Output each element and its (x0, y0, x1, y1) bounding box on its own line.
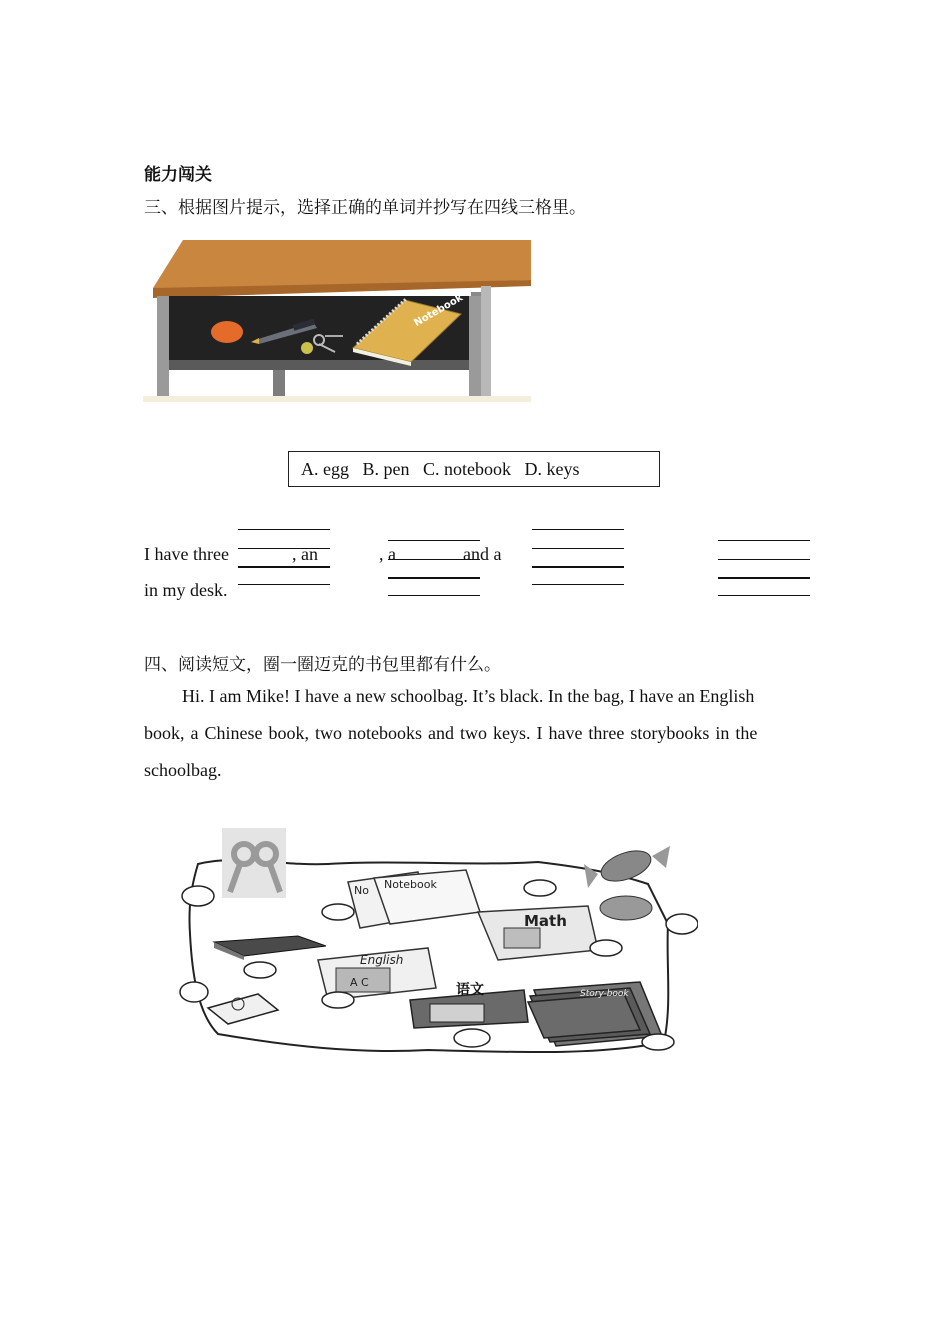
chinese-book-label: 语文 (456, 982, 484, 998)
egg-icon (211, 321, 243, 343)
writing-grid-4[interactable] (718, 540, 810, 598)
writing-grid-2[interactable] (388, 540, 480, 598)
answer-circle[interactable] (180, 982, 208, 1002)
answer-circle[interactable] (182, 886, 214, 906)
answer-circle[interactable] (524, 880, 556, 896)
notebooks-icon (348, 870, 480, 928)
candy-icon (584, 845, 670, 920)
answer-circle[interactable] (666, 914, 698, 934)
paragraph-line-3: schoolbag. (144, 760, 222, 780)
word-options-box: A. egg B. pen C. notebook D. keys (288, 451, 660, 487)
notebook-back-label: No (354, 884, 369, 897)
sentence-part-3: , a (379, 544, 396, 564)
notebook-front-label: Notebook (384, 878, 437, 891)
sentence-part-4: and a (463, 544, 502, 564)
writing-grid-1[interactable] (238, 529, 330, 587)
math-book-label: Math (524, 912, 567, 930)
q4-instruction: 四、阅读短文，圈一圈迈克的书包里都有什么。 (144, 655, 501, 675)
english-book-letters: A C (350, 976, 369, 989)
q3-instruction: 三、根据图片提示，选择正确的单词并抄写在四线三格里。 (144, 198, 586, 218)
paragraph-line-1: Hi. I am Mike! I have a new schoolbag. It’s black. In the bag, I have an English (182, 686, 755, 706)
answer-circle[interactable] (322, 904, 354, 920)
answer-circle[interactable] (244, 962, 276, 978)
writing-grid-3[interactable] (532, 529, 624, 587)
notebook-cover-text: Notebook (412, 292, 465, 330)
storybooks-icon (528, 982, 662, 1046)
answer-circle[interactable] (642, 1034, 674, 1050)
section-heading: 能力闯关 (144, 165, 212, 185)
storybook-label: Story-book (580, 989, 629, 999)
sentence-line-2: in my desk. (144, 580, 228, 600)
schoolbag-illustration (178, 824, 698, 1060)
sentence-part-1: I have three (144, 544, 229, 564)
answer-circle[interactable] (454, 1029, 490, 1047)
math-book-icon (478, 906, 598, 960)
paragraph-line-2: book, a Chinese book, two notebooks and two keys. I have three storybooks in the (144, 723, 758, 743)
reading-paragraph (144, 678, 808, 789)
sentence-part-2: , an (292, 544, 318, 564)
keys-icon (222, 828, 286, 898)
english-book-label: English (360, 953, 404, 967)
answer-circle[interactable] (322, 992, 354, 1008)
pencil-box-icon (214, 936, 326, 960)
desk-illustration (143, 240, 531, 404)
sharpener-icon (208, 994, 278, 1024)
answer-circle[interactable] (590, 940, 622, 956)
